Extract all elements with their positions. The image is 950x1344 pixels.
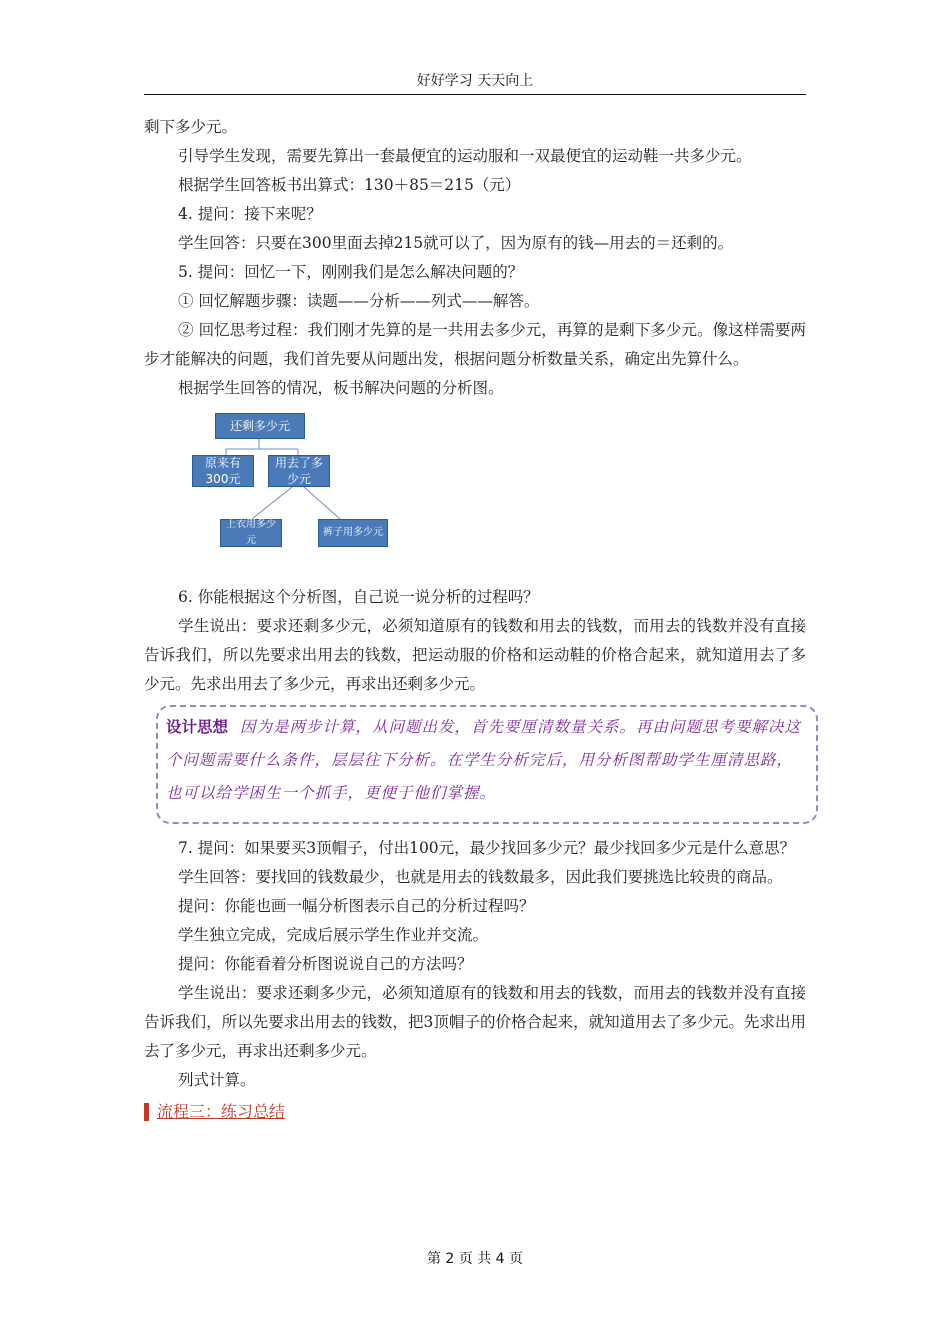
paragraph: 4. 提问：接下来呢？ <box>178 205 322 223</box>
paragraph: 根据学生回答板书出算式：130＋85＝215（元） <box>178 176 521 194</box>
paragraph: 学生说出：要求还剩多少元，必须知道原有的钱数和用去的钱数，而用去的钱数并没有直接告诉我们，所以先要求出用去的钱数，把3顶帽子的价格合起来，就知道用去了多少元。先求出用去了多少元，再求出还剩多少元。 <box>144 984 806 1060</box>
paragraph: 学生回答：要找回的钱数最少，也就是用去的钱数最多，因此我们要挑选比较贵的商品。 <box>178 868 783 886</box>
diagram-child-right-node: 裤子用多少元 <box>318 519 388 547</box>
paragraph: 根据学生回答的情况，板书解决问题的分析图。 <box>178 379 504 397</box>
design-thought-box <box>156 705 818 824</box>
paragraph: 剩下多少元。 <box>144 118 238 136</box>
paragraph: 学生说出：要求还剩多少元，必须知道原有的钱数和用去的钱数，而用去的钱数并没有直接告诉我们，所以先要求出用去的钱数，把运动服的价格和运动鞋的价格合起来，就知道用去了多少元。先求出用去了多少元，再求出还剩多少元。 <box>144 617 806 693</box>
paragraph: 5. 提问：回忆一下，刚刚我们是怎么解决问题的？ <box>178 263 524 281</box>
page-header: 好好学习 天天向上 <box>144 70 806 95</box>
paragraph: ② 回忆思考过程：我们刚才先算的是一共用去多少元，再算的是剩下多少元。像这样需要两步才能解决的问题，我们首先要从问题出发，根据问题分析数量关系，确定出先算什么。 <box>144 321 806 368</box>
paragraph: 7. 提问：如果要买3顶帽子，付出100元，最少找回多少元？最少找回多少元是什么意思？ <box>178 839 796 857</box>
section-marker <box>144 1103 149 1121</box>
section-heading <box>144 1099 806 1125</box>
analysis-diagram <box>144 407 806 577</box>
diagram-left-node: 原来有300元 <box>192 455 254 487</box>
document-body <box>144 113 806 1125</box>
section-title: 流程三：练习总结 <box>157 1102 286 1121</box>
paragraph: 6. 你能根据这个分析图，自己说一说分析的过程吗？ <box>178 588 539 606</box>
paragraph: ① 回忆解题步骤：读题——分析——列式——解答。 <box>178 292 540 310</box>
paragraph: 引导学生发现，需要先算出一套最便宜的运动服和一双最便宜的运动鞋一共多少元。 <box>178 147 752 165</box>
design-thought-tag: 设计思想 <box>166 718 229 736</box>
page-footer: 第 2 页 共 4 页 <box>426 1251 524 1267</box>
paragraph: 提问：你能看着分析图说说自己的方法吗？ <box>178 955 473 973</box>
diagram-right-node: 用去了多少元 <box>268 455 330 487</box>
paragraph: 列式计算。 <box>178 1071 256 1089</box>
design-thought-text: 因为是两步计算，从问题出发，首先要厘清数量关系。再由问题思考要解决这个问题需要什么条件，层层往下分析。在学生分析完后，用分析图帮助学生厘清思路，也可以给学困生一个抓手，更便于他们掌握。 <box>166 718 802 802</box>
paragraph: 学生回答：只要在300里面去掉215就可以了，因为原有的钱—用去的＝还剩的。 <box>178 234 734 252</box>
diagram-root-node: 还剩多少元 <box>215 413 305 439</box>
diagram-child-left-node: 上衣用多少元 <box>220 519 282 547</box>
paragraph: 学生独立完成，完成后展示学生作业并交流。 <box>178 926 489 944</box>
paragraph: 提问：你能也画一幅分析图表示自己的分析过程吗？ <box>178 897 535 915</box>
